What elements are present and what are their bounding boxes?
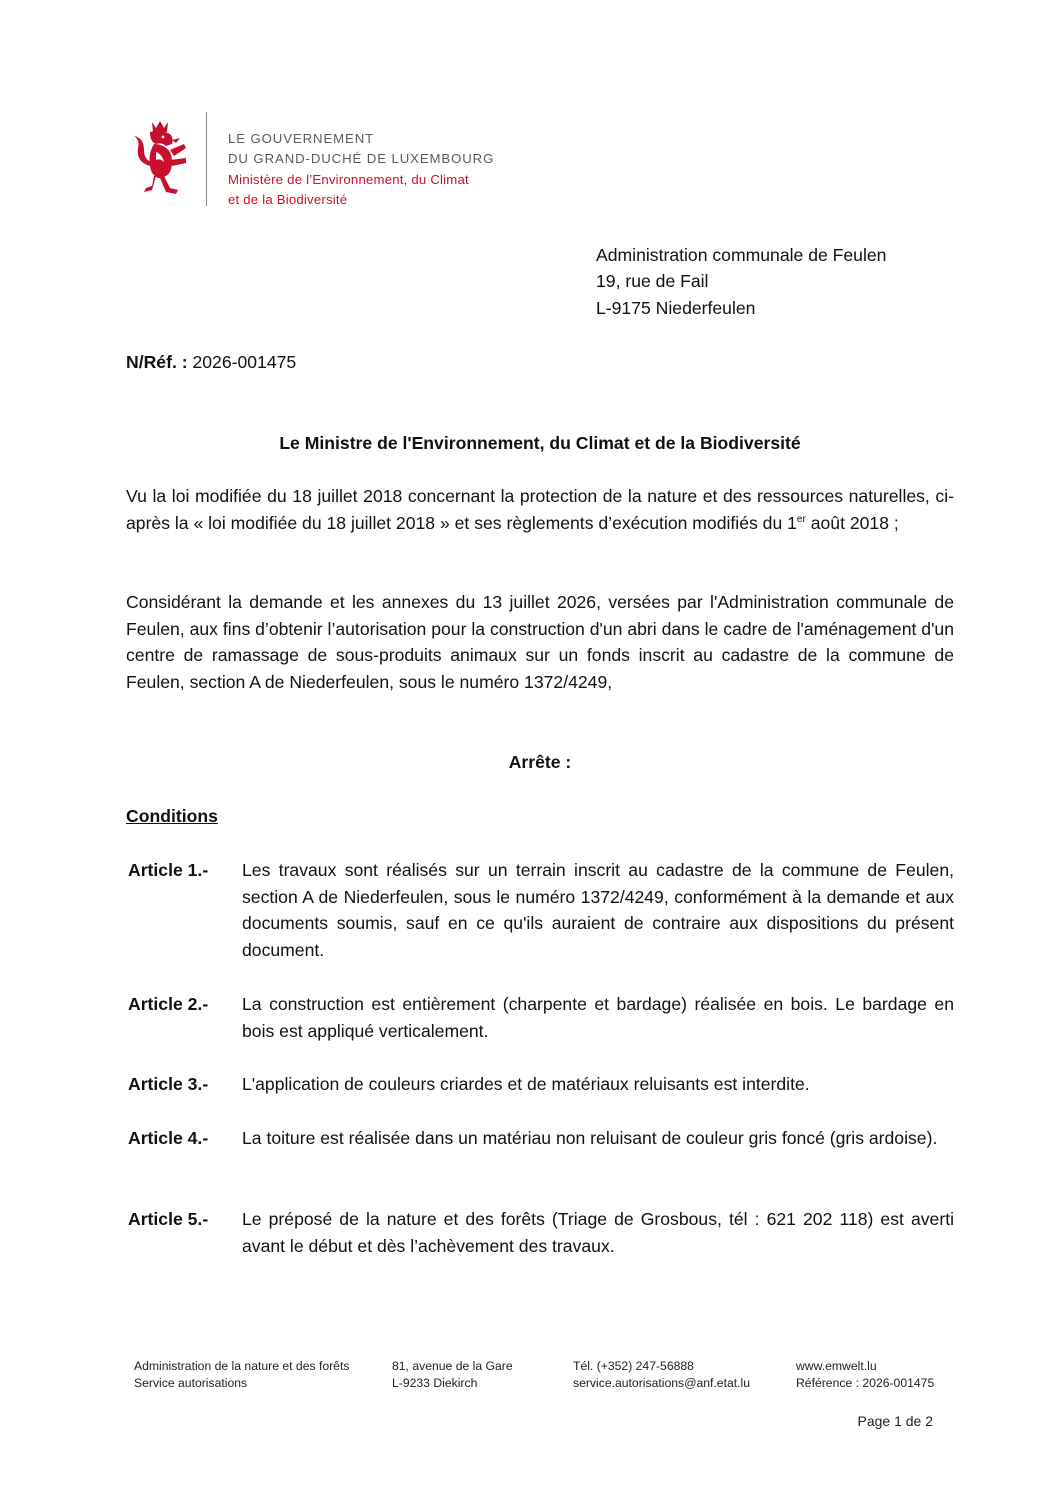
article-2-label: Article 2.- bbox=[128, 994, 209, 1014]
footer-reference: Référence : 2026-001475 bbox=[796, 1376, 935, 1390]
reference-line bbox=[126, 349, 296, 376]
recipient-street: 19, rue de Fail bbox=[596, 271, 709, 291]
article-2-text: La construction est entièrement (charpente et bardage) réalisée en bois. Le bardage en bois est appliqué verticalement. bbox=[242, 994, 954, 1041]
article-1-text: Les travaux sont réalisés sur un terrain inscrit au cadastre de la commune de Feulen, section A de Niederfeulen, sous le numéro 1372/4249, conformément à la demande et aux documents soumis, sauf en ce qu'ils auraient de contraire aux dispositions du présent document. bbox=[242, 860, 954, 960]
recipient-name: Administration communale de Feulen bbox=[596, 245, 887, 265]
reference-value: 2026-001475 bbox=[192, 352, 297, 372]
footer-city: L-9233 Diekirch bbox=[392, 1376, 478, 1390]
ministry-line-2: et de la Biodiversité bbox=[228, 192, 348, 207]
conditions-heading: Conditions bbox=[126, 806, 218, 826]
footer-service: Service autorisations bbox=[134, 1376, 248, 1390]
ministry-line-1: Ministère de l’Environnement, du Climat bbox=[228, 172, 469, 187]
article-5-text: Le préposé de la nature et des forêts (Triage de Grosbous, tél : 621 202 118) est averti avant le début et dès l’achèvement des travaux. bbox=[242, 1209, 954, 1256]
red-lion-icon bbox=[130, 118, 194, 200]
arrete-heading: Arrête : bbox=[508, 752, 572, 772]
preamble-vu-superscript: er bbox=[796, 513, 806, 525]
article-3-text: L'application de couleurs criardes et de matériaux reluisants est interdite. bbox=[242, 1074, 810, 1094]
preamble-vu bbox=[126, 483, 954, 536]
footer-administration: Administration de la nature et des forêts bbox=[134, 1359, 350, 1373]
article-5-label: Article 5.- bbox=[128, 1209, 209, 1229]
article-1-label: Article 1.- bbox=[128, 860, 209, 880]
footer-street: 81, avenue de la Gare bbox=[392, 1359, 513, 1373]
preamble-vu-text: Vu la loi modifiée du 18 juillet 2018 concernant la protection de la nature et des ressources naturelles, ci-après la « loi modifiée du 18 juillet 2018 » et ses règlements d’exécution modifiés du 1 bbox=[126, 486, 954, 533]
recipient-city: L-9175 Niederfeulen bbox=[596, 298, 756, 318]
footer-email[interactable]: service.autorisations@anf.etat.lu bbox=[573, 1376, 750, 1390]
page-number: Page 1 de 2 bbox=[857, 1413, 933, 1429]
reference-label: N/Réf. : bbox=[126, 352, 188, 372]
article-3-label: Article 3.- bbox=[128, 1074, 209, 1094]
letterhead-divider bbox=[206, 112, 207, 206]
preamble-considerant: Considérant la demande et les annexes du 13 juillet 2026, versées par l'Administration communale de Feulen, aux fins d’obtenir l’autorisation pour la construction d'un abri dans le cadre de l'aménagement d'un centre de ramassage de sous-produits animaux sur un fonds inscrit au cadastre de la commune de Feulen, section A de Niederfeulen, sous le numéro 1372/4249, bbox=[126, 592, 954, 692]
government-line-2: DU GRAND-DUCHÉ DE LUXEMBOURG bbox=[228, 151, 495, 166]
footer-phone: Tél. (+352) 247-56888 bbox=[573, 1359, 694, 1373]
article-4-text: La toiture est réalisée dans un matériau non reluisant de couleur gris foncé (gris ardoise). bbox=[242, 1128, 938, 1148]
government-line-1: LE GOUVERNEMENT bbox=[228, 131, 375, 146]
footer-website[interactable]: www.emwelt.lu bbox=[796, 1359, 877, 1373]
document-title: Le Ministre de l'Environnement, du Climat et de la Biodiversité bbox=[279, 433, 801, 453]
article-4-label: Article 4.- bbox=[128, 1128, 209, 1148]
preamble-vu-end: août 2018 ; bbox=[805, 512, 899, 533]
